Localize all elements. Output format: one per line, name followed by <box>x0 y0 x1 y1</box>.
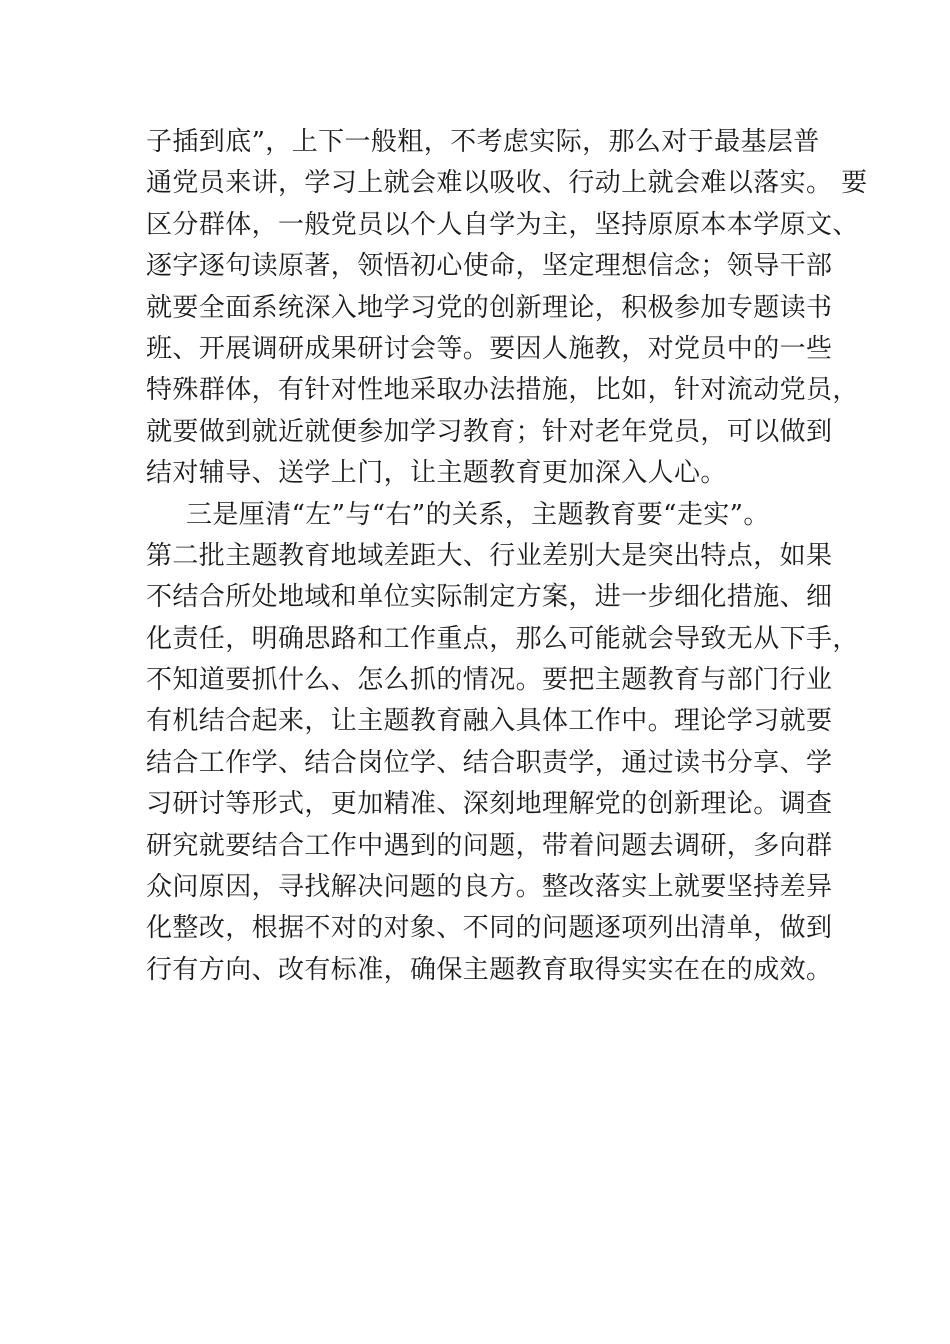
text-line: 区分群体，一般党员以个人自学为主，坚持原原本本学原文、 <box>146 209 859 240</box>
text-line: 通党员来讲，学习上就会难以吸收、行动上就会难以落实。 要 <box>146 168 868 199</box>
text-line: 不结合所处地域和单位实际制定方案，进一步细化措施、细 <box>146 582 833 613</box>
text-line: 化责任，明确思路和工作重点，那么可能就会导致无从下手， <box>146 623 859 654</box>
body-text <box>146 122 868 991</box>
paragraph-heading-line: 三是厘清“左”与“右”的关系，主题教育要“走实”。 <box>186 499 770 530</box>
text-line: 第二批主题教育地域差距大、行业差别大是突出特点，如果 <box>146 540 833 571</box>
text-line: 研究就要结合工作中遇到的问题，带着问题去调研，多向群 <box>146 830 833 861</box>
text-line: 班、开展调研成果研讨会等。要因人施教，对党员中的一些 <box>146 333 833 364</box>
text-line: 结合工作学、结合岗位学、结合职责学，通过读书分享、学 <box>146 747 833 778</box>
text-line: 习研讨等形式，更加精准、深刻地理解党的创新理论。调查 <box>146 789 833 820</box>
text-line: 结对辅导、送学上门，让主题教育更加深入人心。 <box>146 458 727 489</box>
text-line: 化整改，根据不对的对象、不同的问题逐项列出清单，做到 <box>146 913 833 944</box>
text-line: 子插到底”，上下一般粗，不考虑实际，那么对于最基层普 <box>146 127 820 157</box>
text-line: 就要做到就近就便参加学习教育；针对老年党员，可以做到 <box>146 416 833 447</box>
text-line: 有机结合起来，让主题教育融入具体工作中。理论学习就要 <box>146 706 833 737</box>
text-line: 众问原因，寻找解决问题的良方。整改落实上就要坚持差异 <box>146 872 833 903</box>
text-line: 就要全面系统深入地学习党的创新理论，积极参加专题读书 <box>146 292 833 323</box>
text-line: 不知道要抓什么、怎么抓的情况。要把主题教育与部门行业 <box>146 665 833 696</box>
text-line: 特殊群体，有针对性地采取办法措施，比如，针对流动党员， <box>146 375 859 406</box>
text-line: 逐字逐句读原著，领悟初心使命，坚定理想信念；领导干部 <box>146 251 833 282</box>
text-line: 行有方向、改有标准，确保主题教育取得实实在在的成效。 <box>146 954 833 985</box>
